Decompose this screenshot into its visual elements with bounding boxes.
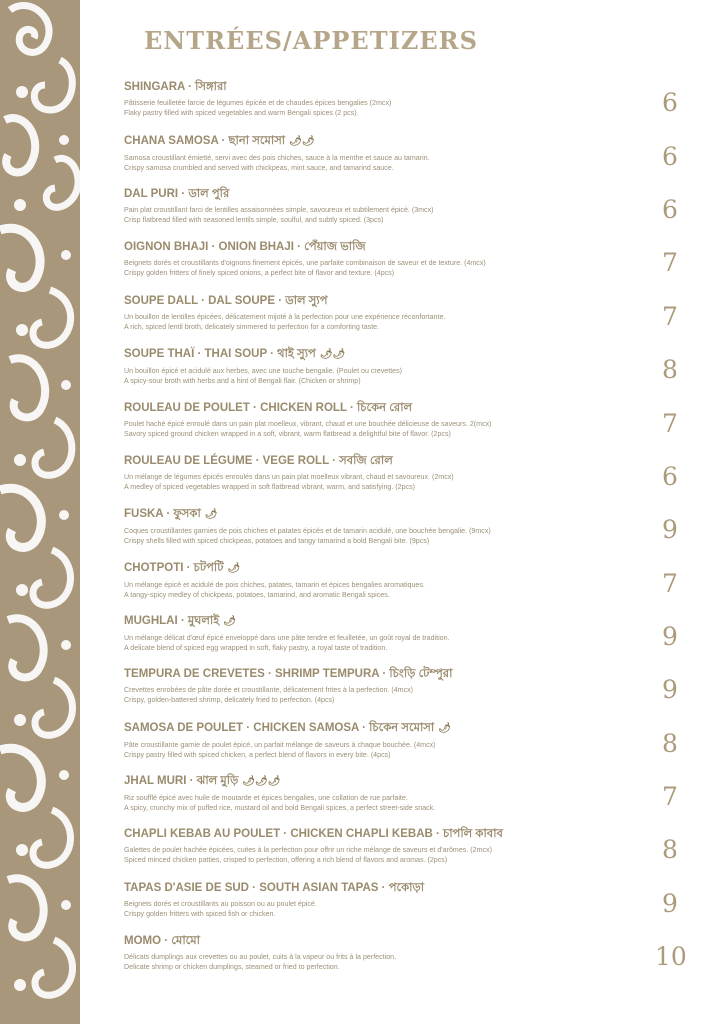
menu-item-price: 9 [662,622,678,651]
description-french: Coques croustillantes garnies de pois chiches et patates épicés et de tamarin acidulé, une bouchée bengalie. (9mcx) [124,527,491,535]
menu-item-title: DAL PURI · ডাল পুরি [124,188,230,200]
chili-icon: 🌶 [223,616,236,627]
menu-item-title: OIGNON BHAJI · ONION BHAJI · পেঁয়াজ ভাজি [124,241,366,253]
menu-item-title: CHOTPOTI · চটপটি [124,562,224,574]
description-english: Crisp flatbread filled with seasoned lentils simple, soulful, and subtly spiced. (3pcs) [124,215,384,224]
menu-item-title: ROULEAU DE POULET · CHICKEN ROLL · চিকেন রোল [124,402,413,414]
menu-item-name [124,614,654,629]
description-english: A tangy-spicy medley of chickpeas, potatoes, tamarind, and aromatic Bengali spices. [124,590,390,599]
description-french: Un bouillon épicé et acidulé aux herbes, avec une touche bengalie. (Poulet ou crevettes) [124,367,403,375]
menu-item [124,347,654,387]
menu-item [124,827,654,866]
menu-item [124,187,654,226]
menu-item-price: 6 [662,462,678,491]
menu-item-price: 9 [662,889,678,918]
menu-item-title: ROULEAU DE LÉGUME · VEGE ROLL · সবজি রোল [124,455,393,467]
description-english: Spiced minced chicken patties, crisped to perfection, offering a rich blend of flavors and aromas. (2pcs) [124,855,448,864]
menu-item-name [124,80,654,94]
menu-item-price: 7 [662,569,678,598]
description-english: Crispy pastry filled with spiced chicken, a perfect blend of flavors in every bite. (4pcs) [124,750,391,759]
chili-icon: 🌶🌶🌶 [242,776,281,787]
description-french: Pain plat croustillant farci de lentilles assaisonnées simple, savoureux et subtilement épicé. (3mcx) [124,206,434,214]
menu-item [124,614,654,654]
menu-item-title: SAMOSA DE POULET · CHICKEN SAMOSA · চিকেন সমোসা [124,722,435,734]
menu-item-title: CHAPLI KEBAB AU POULET · CHICKEN CHAPLI KEBAB · চাপলি কাবাব [124,828,503,840]
description-english: Crispy samosa crumbled and served with chickpeas, mint sauce, and tamarind sauce. [124,163,394,172]
menu-item-price: 8 [662,729,678,758]
description-french: Beignets dorés et croustillants au poisson ou au poulet épicé. [124,900,317,908]
menu-item-name [124,881,654,895]
description-french: Un mélange délicat d'œuf épicé enveloppé dans une pâte tendre et feuilletée, un goût royal de tradition. [124,634,450,642]
menu-item-name [124,507,654,522]
menu-item-price: 6 [662,142,678,171]
menu-item-name [124,401,654,415]
menu-item-name [124,827,654,841]
menu-item-title: MOMO · মোমো [124,935,200,947]
description-english: Crispy shells filled with spiced chickpeas, potatoes and tangy tamarind a bold Bengali bite. (9pcs) [124,536,430,545]
menu-item-name [124,134,654,149]
menu-item [124,134,654,174]
menu-item-name [124,187,654,201]
menu-item [124,667,654,706]
menu-item-title: TEMPURA DE CREVETES · SHRIMP TEMPURA · চিংড়ি টেম্পুরা [124,668,453,680]
menu-item-price: 9 [662,675,678,704]
menu-item [124,454,654,493]
description-french: Un mélange de légumes épicés enroulés dans un pain plat moelleux vibrant, chaud et savoureux. (2mcx) [124,473,454,481]
menu-item-title: SOUPE DALL · DAL SOUPE · ডাল স্যুপ [124,295,328,307]
menu-item [124,934,654,973]
menu-item-price: 6 [662,88,678,117]
menu-item-name [124,294,654,308]
page-title: ENTRÉES/APPETIZERS [144,26,478,55]
menu-item-title: SOUPE THAÏ · THAI SOUP · থাই স্যুপ [124,348,316,360]
menu-item-price: 7 [662,248,678,277]
menu-item-name [124,240,654,254]
chili-icon: 🌶🌶 [319,349,346,360]
description-english: A rich, spiced lentil broth, delicately simmered to perfection for a comforting taste. [124,322,380,331]
menu-item-name [124,454,654,468]
description-french: Délicats dumplings aux crevettes ou au poulet, cuits à la vapeur ou frits à la perfection. [124,953,397,961]
description-french: Pâtisserie feuilletée farcie de légumes épicée et de chaudes épices bengalies (2mcx) [124,99,392,107]
menu-item [124,721,654,761]
menu-item-price: 7 [662,409,678,438]
menu-item-title: FUSKA · ফুসকা [124,508,201,520]
description-english: Delicate shrimp or chicken dumplings, steamed or fried to perfection. [124,962,340,971]
chili-icon: 🌶 [204,509,218,520]
menu-item [124,401,654,440]
menu-item-name [124,934,654,948]
menu-item [124,80,654,119]
description-english: A medley of spiced vegetables wrapped in soft flatbread vibrant, warm, and satisfying. (2pcs) [124,482,415,491]
menu-item-name [124,561,654,576]
menu-item-price: 7 [662,782,678,811]
menu-item [124,881,654,920]
description-french: Riz soufflé épicé avec huile de moutarde et épices bengalies, une collation de rue parfaite. [124,794,408,802]
description-french: Galettes de poulet hachée épicées, cuites à la perfection pour offrir un riche mélange de saveurs et d'arômes. (2mcx) [124,846,492,854]
ornamental-side-panel [0,0,80,1024]
description-french: Un mélange épicé et acidulé de pois chiches, patates, tamarin et épices bengalies aromatiques. [124,581,425,589]
menu-item-price: 8 [662,355,678,384]
chili-icon: 🌶 [438,723,451,734]
description-english: Crispy, golden-battered shrimp, delicately fried to perfection. (4pcs) [124,695,335,704]
description-french: Samosa croustillant émietté, servi avec des pois chiches, sauce à la menthe et sauce au tamarin. [124,154,430,162]
description-english: Flaky pastry filled with spiced vegetables and warm Bengali spices (2 pcs). [124,108,359,117]
floral-pattern-icon [0,0,80,1024]
menu-item-title: MUGHLAI · মুঘলাই [124,615,220,627]
menu-item [124,561,654,601]
menu-item-title: CHANA SAMOSA · ছানা সমোসা [124,135,286,147]
chili-icon: 🌶 [227,563,241,574]
menu-item [124,240,654,279]
menu-item [124,774,654,814]
menu-item-title: JHAL MURI · ঝাল মুড়ি [124,775,239,787]
menu-item-name [124,721,654,736]
description-english: A spicy-sour broth with herbs and a hint of Bengali flair. (Chicken or shrimp) [124,376,361,385]
chili-icon: 🌶🌶 [289,136,315,147]
menu-item-name [124,774,654,789]
menu-item-price: 10 [655,942,687,971]
description-french: Crevettes enrobées de pâte dorée et croustillante, délicatement frites à la perfection. (4mcx) [124,686,414,694]
menu-item [124,294,654,333]
description-english: A delicate blend of spiced egg wrapped in soft, flaky pastry, a royal taste of tradition. [124,643,388,652]
menu-item-name [124,667,654,681]
description-french: Beignets dorés et croustillants d'oignons finement épicés, une parfaite combinaison de saveur et de texture. (4mcx) [124,259,486,267]
description-english: Crispy golden fritters of finely spiced onions, a perfect bite of flavor and texture. (4pcs) [124,268,395,277]
menu-item-price: 9 [662,515,678,544]
menu-item-title: SHINGARA · সিঙ্গারা [124,81,227,93]
menu-item-name [124,347,654,362]
menu-item-title: TAPAS D'ASIE DE SUD · SOUTH ASIAN TAPAS · পকোড়া [124,882,425,894]
menu-item [124,507,654,547]
description-french: Poulet haché épicé enroulé dans un pain plat moelleux, vibrant, chaud et une bouchée délicieuse de saveurs. 2(mcx) [124,420,492,428]
description-english: Savory spiced ground chicken wrapped in a soft, vibrant, warm flatbread a delightful bite of flavor. (2pcs) [124,429,451,438]
description-french: Un bouillon de lentilles épicées, délicatement mijoté à la perfection pour une expérience réconfortante. [124,313,446,321]
menu-item-price: 8 [662,835,678,864]
menu-item-price: 6 [662,195,678,224]
menu-item-price: 7 [662,302,678,331]
description-english: A spicy, crunchy mix of puffed rice, mustard oil and bold Bengali spices, a perfect street-side snack. [124,803,436,812]
description-english: Crispy golden fritters with spiced fish or chicken. [124,909,276,918]
description-french: Pâte croustillante garnie de poulet épicé, un parfait mélange de saveurs à chaque bouchée. (4mcx) [124,741,436,749]
